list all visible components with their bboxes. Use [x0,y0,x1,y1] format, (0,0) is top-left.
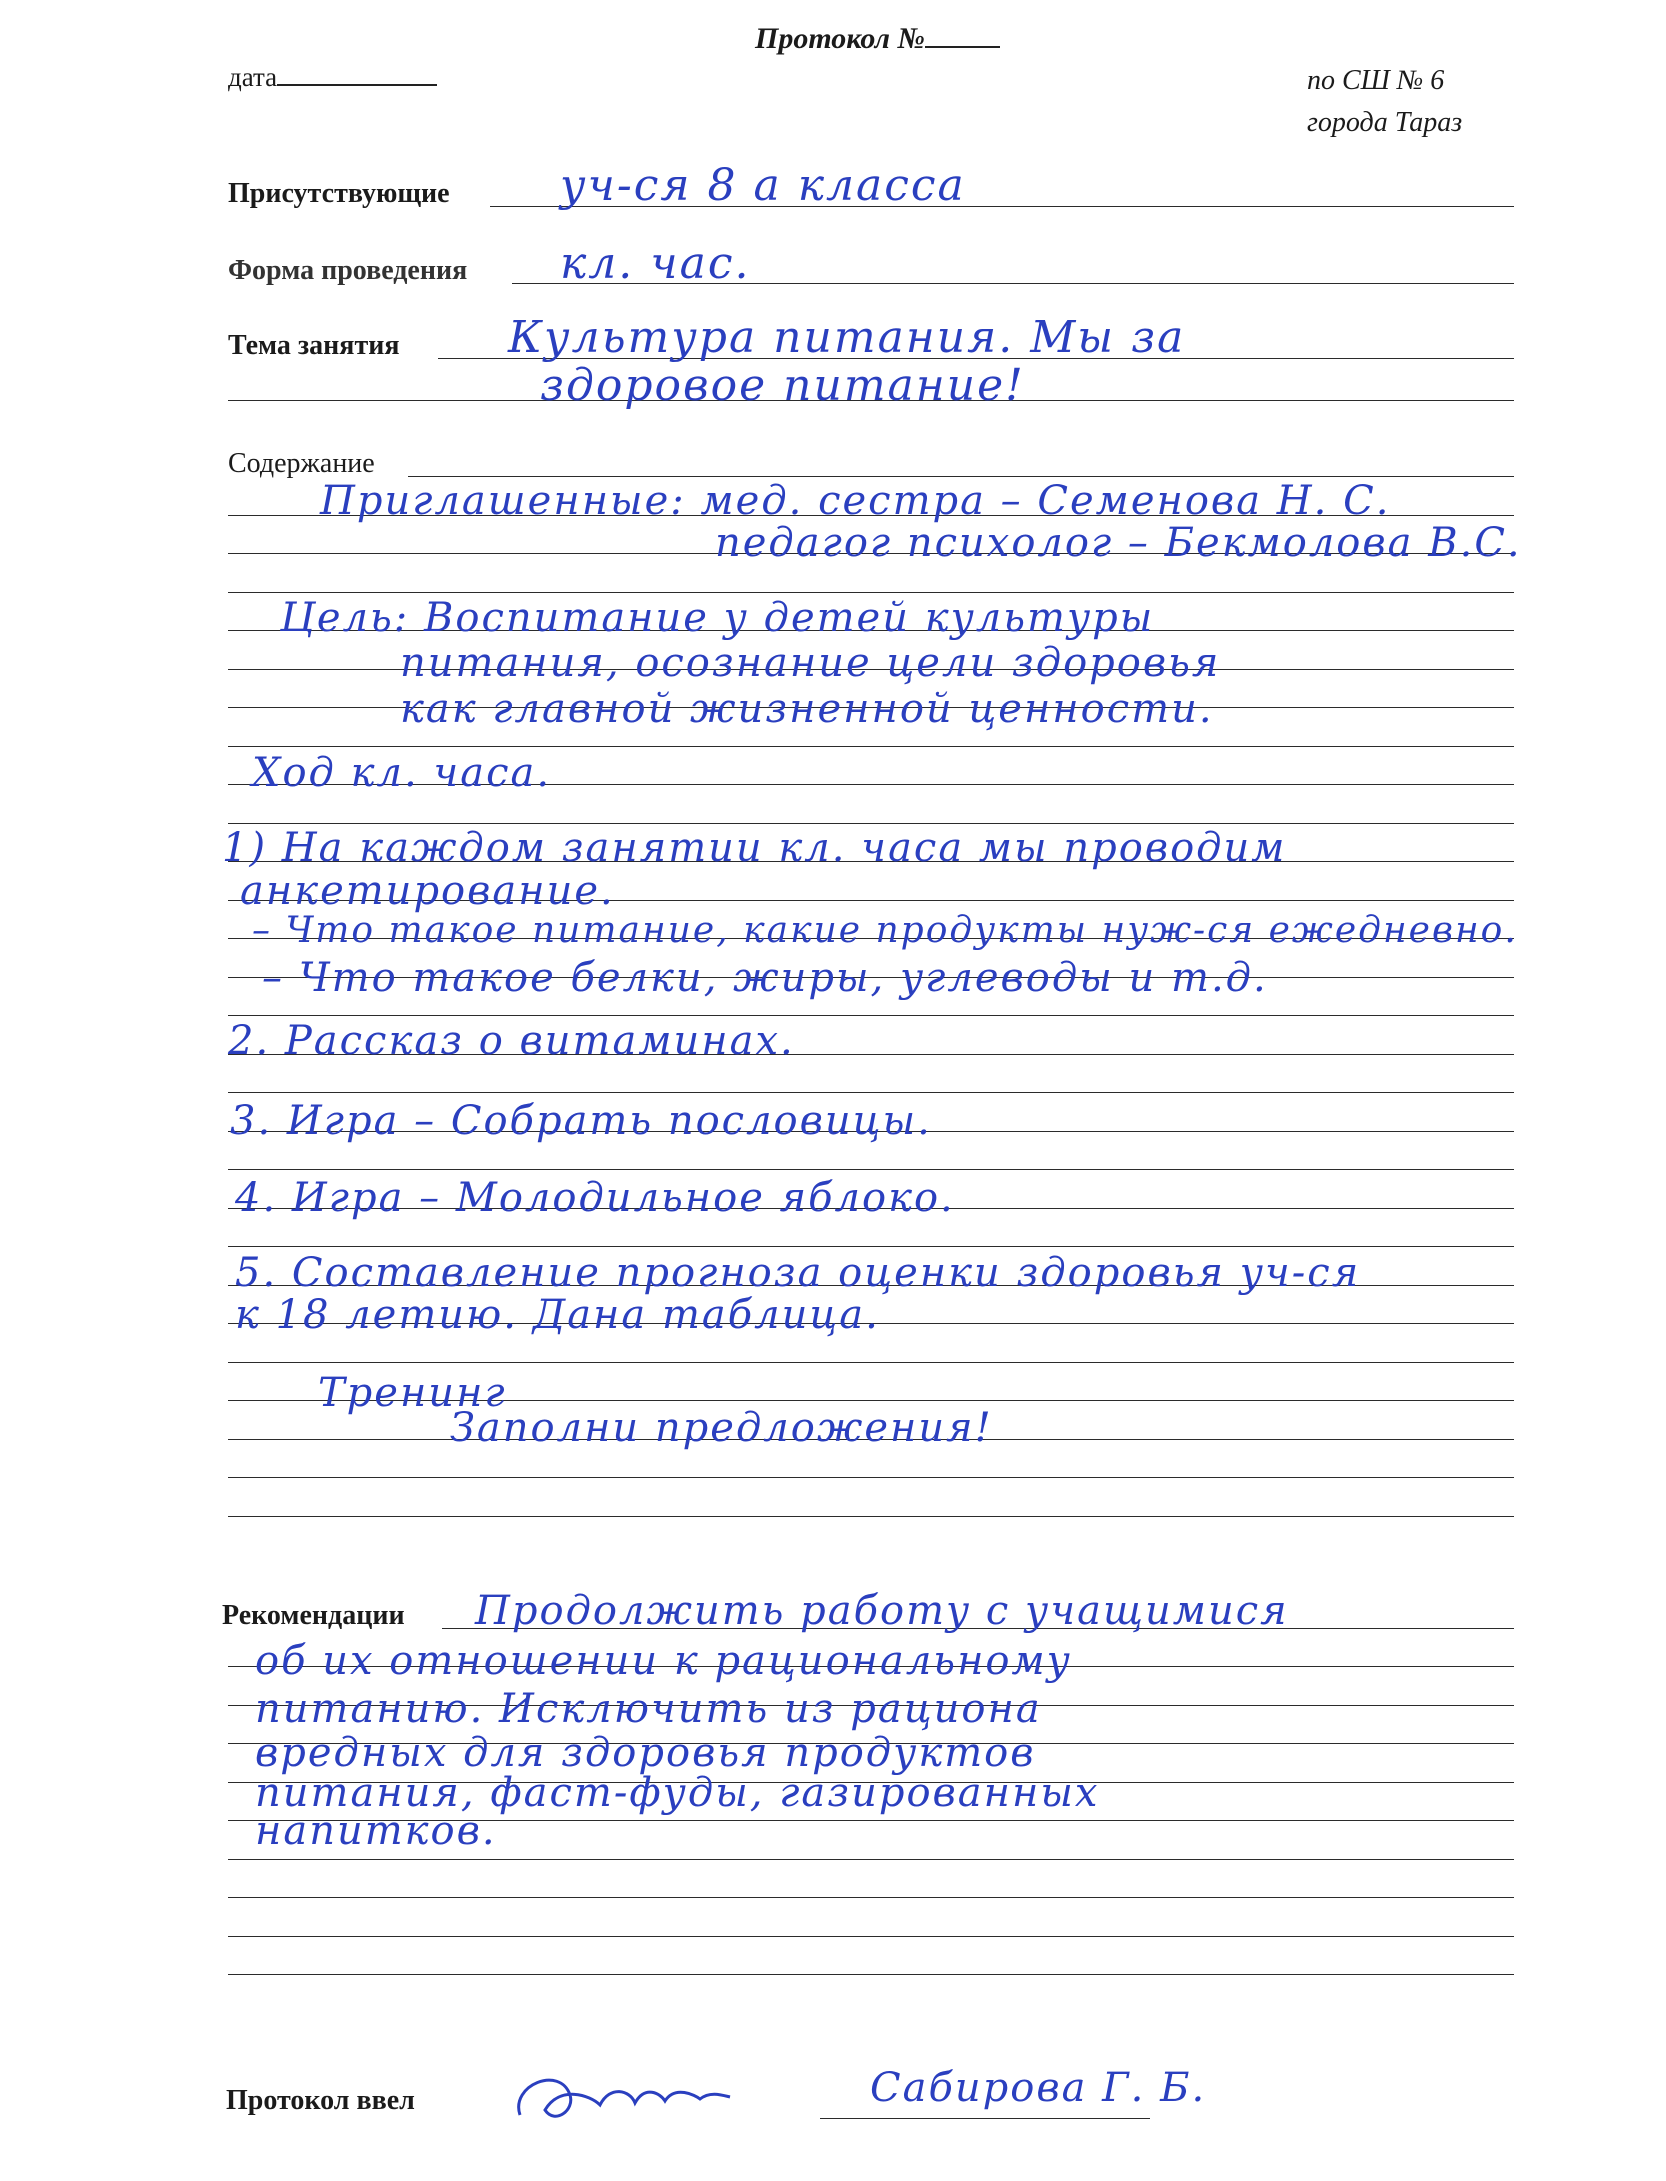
school-line-1: по СШ № 6 [1307,65,1445,96]
date-field [228,62,437,93]
content-line: Тренинг [318,1370,507,1416]
recommend-label: Рекомендации [222,1600,405,1631]
content-line: питания, осознание цели здоровья [400,640,1221,686]
date-blank [277,62,437,86]
content-line: 5. Составление прогноза оценки здоровья уч-ся [235,1250,1361,1296]
content-line: анкетирование. [240,868,615,914]
recommend-line: напитков. [255,1808,497,1854]
content-line: 1) На каждом занятии кл. часа мы проводим [222,825,1287,871]
recommend-line: Продолжить работу с учащимися [475,1588,1289,1634]
content-line: 3. Игра – Собрать пословицы. [230,1098,932,1144]
school-block [1307,60,1462,144]
content-line: к 18 летию. Дана таблица. [235,1292,880,1338]
present-value: уч-ся 8 а класса [560,160,966,211]
form-value: кл. час. [560,238,751,289]
content-line: Приглашенные: мед. сестра – Семенова Н. С. [320,478,1391,524]
protocol-title-text: Протокол № [755,22,925,55]
content-line: Заполни предложения! [450,1405,993,1451]
content-line: 2. Рассказ о витаминах. [228,1018,795,1064]
content-label: Содержание [228,448,375,479]
signature-name: Сабирова Г. Б. [870,2065,1207,2111]
topic-value-1: Культура питания. Мы за [508,312,1186,363]
recommend-line: вредных для здоровья продуктов [255,1730,1036,1776]
content-line: как главной жизненной ценности. [400,686,1214,732]
content-line: – Что такое белки, жиры, углеводы и т.д. [262,955,1268,1001]
content-line: Ход кл. часа. [252,750,552,796]
signature-mark [500,2055,740,2145]
recommend-line: питанию. Исключить из рациона [255,1686,1042,1732]
school-line-2: города Тараз [1307,107,1463,138]
protocol-number-blank [925,22,1000,48]
signed-label: Протокол ввел [226,2085,415,2116]
date-label: дата [228,62,278,92]
topic-label: Тема занятия [228,330,400,361]
content-line: педагог психолог – Бекмолова В.С. [715,520,1522,566]
content-line: – Что такое питание, какие продукты нуж-ся ежедневно. [252,910,1518,951]
form-label: Форма проведения [228,255,468,286]
content-line: Цель: Воспитание у детей культуры [280,595,1155,641]
recommend-line: питания, фаст-фуды, газированных [255,1770,1100,1816]
recommend-line: об их отношении к рациональному [255,1638,1072,1684]
present-label: Присутствующие [228,178,450,209]
content-line: 4. Игра – Молодильное яблоко. [235,1175,955,1221]
topic-value-2: здоровое питание! [540,360,1025,411]
protocol-title [755,22,1000,56]
